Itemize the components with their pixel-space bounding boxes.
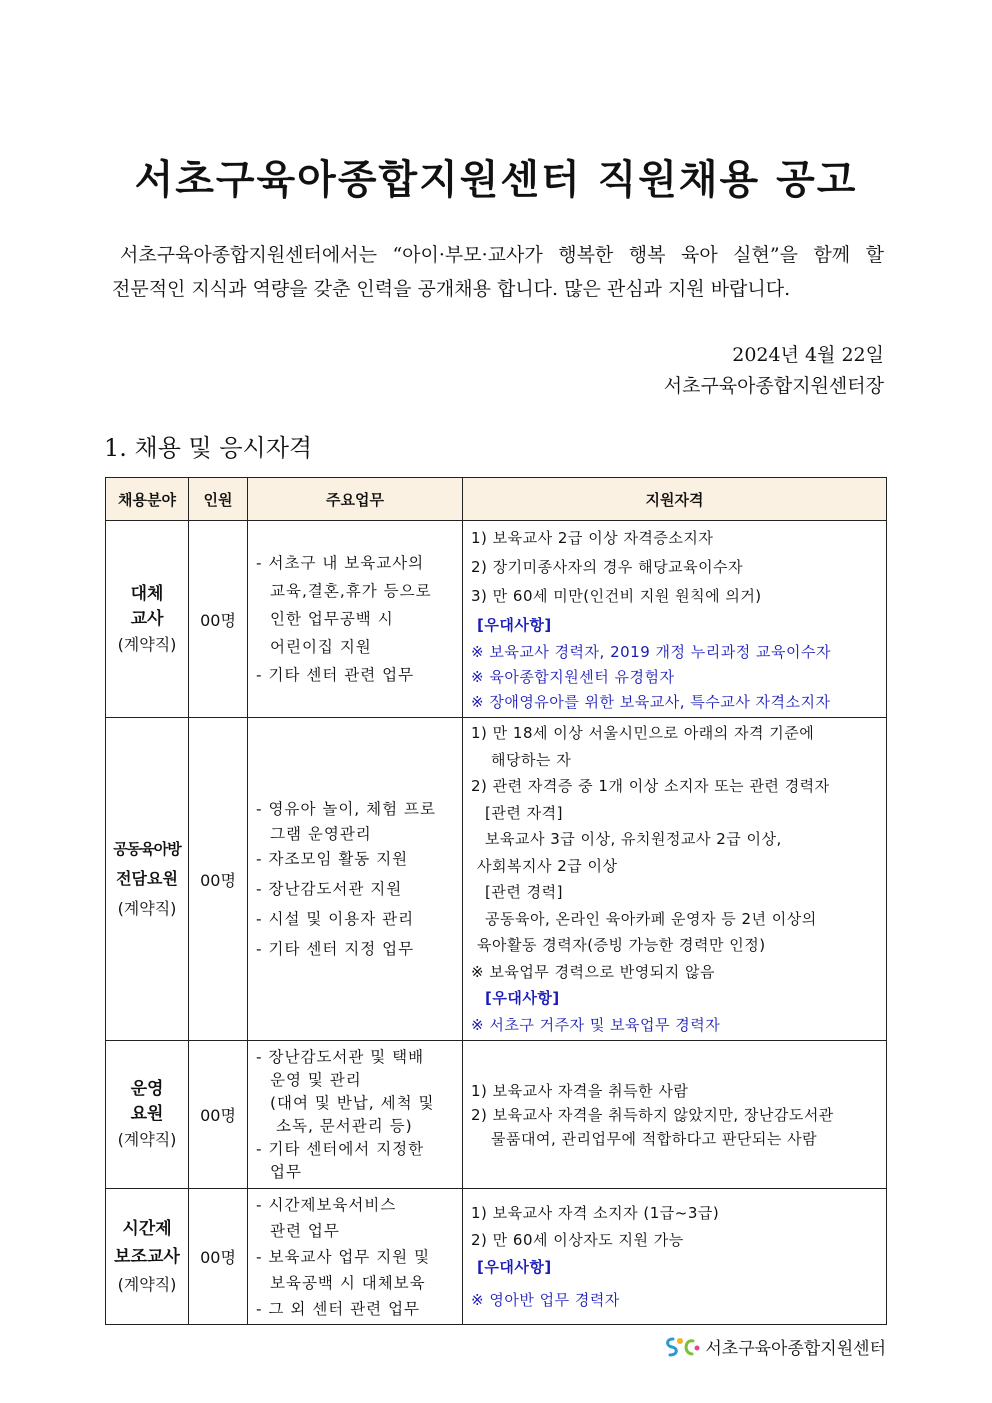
intro-line-2: 전문적인 지식과 역량을 갖춘 인력을 공개채용 합니다. 많은 관심과 지원 바랍니다. [112, 278, 791, 300]
header-qualifications: 지원자격 [463, 478, 887, 521]
qual-line: 1) 만 18세 이상 서울시민으로 아래의 자격 기준에 [471, 724, 815, 742]
page-title: 서초구육아종합지원센터 직원채용 공고 [134, 157, 858, 203]
center-logo [663, 1334, 886, 1359]
section-heading: 1. 채용 및 응시자격 [104, 434, 313, 462]
qualifications-cell [463, 1041, 887, 1189]
logo-text: 서초구육아종합지원센터 [705, 1339, 886, 1359]
qual-line: 1) 보육교사 자격을 취득한 사람 [471, 1081, 689, 1100]
qual-line: [관련 경력] [485, 883, 563, 901]
duties-cell [248, 1189, 463, 1325]
duty-line: - 그 외 센터 관련 업무 [256, 1299, 421, 1318]
preference-line: ※ 장애영유아를 위한 보육교사, 특수교사 자격소지자 [471, 692, 831, 711]
sc-logo-icon [663, 1335, 701, 1359]
headcount: 00명 [189, 718, 248, 1041]
field-name: 시간제 [122, 1218, 172, 1239]
field-cell [106, 1189, 189, 1325]
duty-line: 인한 업무공백 시 [270, 610, 394, 628]
contract-type: (계약직) [117, 1130, 177, 1149]
duty-line: 업무 [270, 1162, 302, 1181]
preference-label: [우대사항] [477, 1257, 552, 1276]
qual-line: 2) 보육교사 자격을 취득하지 않았지만, 장난감도서관 [471, 1105, 834, 1124]
qual-line: 2) 장기미종사자의 경우 해당교육이수자 [471, 557, 744, 576]
field-name: 대체 [130, 583, 164, 604]
qual-line: 1) 보육교사 2급 이상 자격증소지자 [471, 528, 714, 547]
duty-line: 보육공백 시 대체보육 [270, 1273, 426, 1292]
field-name: 교사 [130, 608, 164, 629]
qual-line: 물품대여, 관리업무에 적합하다고 판단되는 사람 [491, 1129, 818, 1148]
contract-type: (계약직) [117, 899, 177, 918]
preference-label: [우대사항] [477, 615, 552, 634]
qual-line: [관련 자격] [485, 803, 563, 822]
contract-type: (계약직) [117, 1274, 177, 1294]
header-duties: 주요업무 [248, 478, 463, 521]
duty-line: - 기타 센터에서 지정한 [256, 1139, 425, 1158]
preference-line: ※ 서초구 거주자 및 보육업무 경력자 [471, 1015, 721, 1034]
duty-line: 관련 업무 [270, 1221, 340, 1240]
qual-line: 2) 관련 자격증 중 1개 이상 소지자 또는 관련 경력자 [471, 777, 830, 795]
qual-line: 보육교사 3급 이상, 유치원정교사 2급 이상, [485, 830, 782, 848]
field-name: 공동육아방 [113, 840, 181, 858]
duty-line: (대여 및 반납, 세척 및 [270, 1093, 435, 1112]
field-cell [106, 1041, 189, 1189]
field-name: 보조교사 [114, 1246, 180, 1267]
field-cell [106, 718, 189, 1041]
qualifications-cell [463, 1189, 887, 1325]
headcount: 00명 [189, 521, 248, 718]
announcement-date: 2024년 4월 22일 [732, 344, 884, 366]
table-row [106, 718, 887, 1041]
header-count: 인원 [189, 478, 248, 521]
field-name: 전담요원 [116, 869, 178, 888]
duty-line: - 서초구 내 보육교사의 [256, 554, 425, 572]
duty-line: - 자조모임 활동 지원 [256, 850, 409, 868]
recruitment-table [105, 477, 887, 1325]
preference-label: [우대사항] [485, 989, 560, 1007]
duty-line: 그램 운영관리 [270, 825, 372, 843]
qual-line: 사회복지사 2급 이상 [477, 856, 618, 875]
contract-type: (계약직) [117, 634, 177, 654]
header-field: 채용분야 [106, 478, 189, 521]
field-cell [106, 521, 189, 718]
duties-cell [248, 718, 463, 1041]
qual-line: 해당하는 자 [491, 750, 572, 769]
duty-line: - 기타 센터 관련 업무 [256, 666, 415, 684]
duty-line: 운영 및 관리 [270, 1070, 362, 1089]
duty-line: - 시간제보육서비스 [256, 1195, 397, 1214]
table-row [106, 1189, 887, 1325]
preference-line: ※ 육아종합지원센터 유경험자 [471, 667, 675, 686]
qual-line: 육아활동 경력자(증빙 가능한 경력만 인정) [477, 936, 766, 954]
qual-line: 공동육아, 온라인 육아카페 운영자 등 2년 이상의 [485, 909, 817, 928]
headcount: 00명 [189, 1189, 248, 1325]
qual-line: 1) 보육교사 자격 소지자 (1급~3급) [471, 1203, 720, 1222]
duty-line: - 장난감도서관 및 택배 [256, 1047, 425, 1066]
qualifications-cell [463, 521, 887, 718]
table-row [106, 521, 887, 718]
duty-line: 소독, 문서관리 등) [276, 1116, 413, 1135]
preference-line: ※ 영아반 업무 경력자 [471, 1290, 620, 1309]
duty-line: - 기타 센터 지정 업무 [256, 940, 415, 958]
headcount: 00명 [189, 1041, 248, 1189]
qualifications-cell [463, 718, 887, 1041]
issuer-name: 서초구육아종합지원센터장 [663, 375, 884, 397]
qual-line: 2) 만 60세 이상자도 지원 가능 [471, 1230, 684, 1249]
table-header-row [106, 478, 887, 521]
duty-line: - 시설 및 이용자 관리 [256, 910, 415, 928]
field-name: 요원 [130, 1104, 164, 1124]
intro-line-1: 서초구육아종합지원센터에서는 “아이·부모·교사가 행복한 행복 육아 실현”을 함께 할 [120, 244, 884, 266]
duty-line: - 장난감도서관 지원 [256, 880, 403, 898]
duty-line: 교육,결혼,휴가 등으로 [270, 582, 432, 600]
duties-cell [248, 1041, 463, 1189]
duty-line: 어린이집 지원 [270, 638, 372, 656]
qual-line: ※ 보육업무 경력으로 반영되지 않음 [471, 962, 716, 981]
duty-line: - 보육교사 업무 지원 및 [256, 1247, 431, 1266]
duty-line: - 영유아 놀이, 체험 프로 [256, 800, 436, 818]
table-row [106, 1041, 887, 1189]
qual-line: 3) 만 60세 미만(인건비 지원 원칙에 의거) [471, 586, 762, 605]
field-name: 운영 [130, 1079, 164, 1099]
intro-paragraph [112, 238, 884, 306]
duties-cell [248, 521, 463, 718]
preference-line: ※ 보육교사 경력자, 2019 개정 누리과정 교육이수자 [471, 642, 831, 661]
